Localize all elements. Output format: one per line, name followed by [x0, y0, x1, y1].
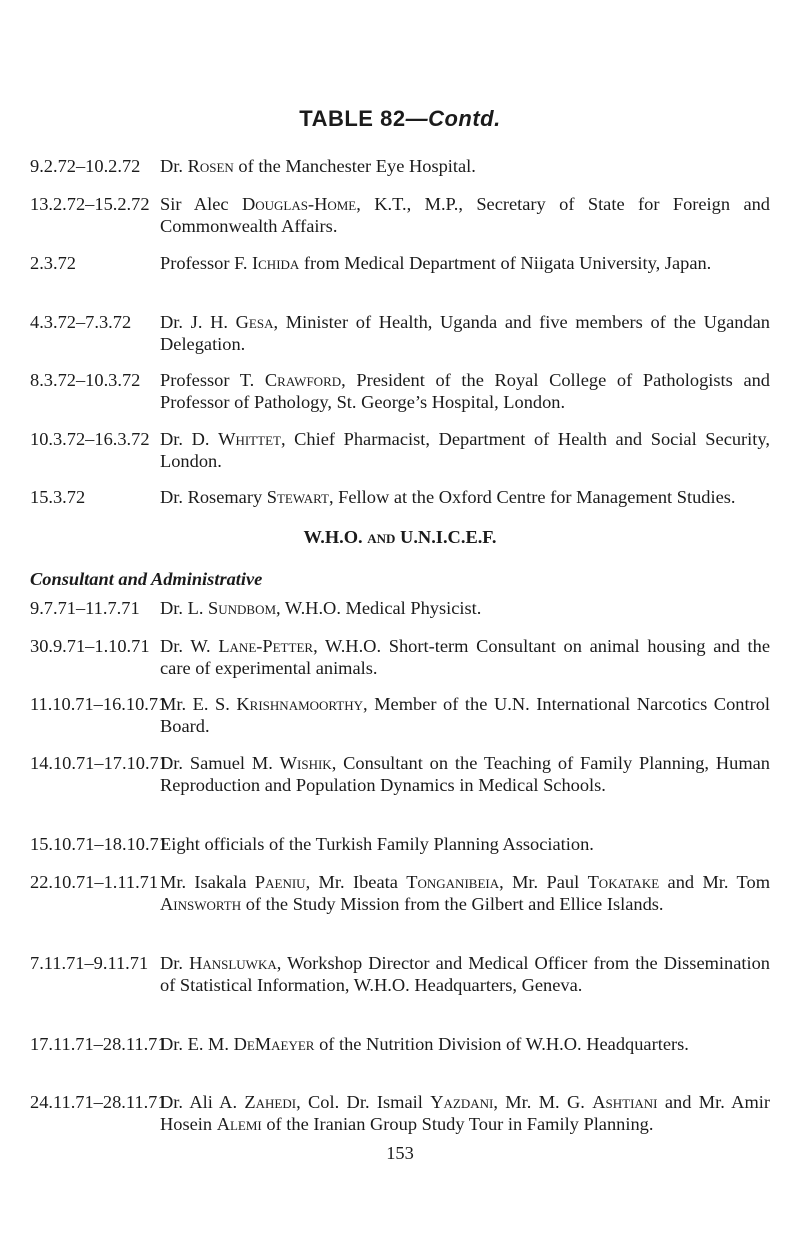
visit-date: 22.10.71–1.11.71	[30, 872, 159, 892]
visit-date: 4.3.72–7.3.72	[30, 312, 132, 332]
visit-description: Dr. Samuel M. Wishik, Consultant on the Teaching of Family Planning, Human Reproduction and Population Dynamics in Medical Schools.	[160, 753, 770, 795]
visit-entry	[30, 486, 770, 508]
visit-entry	[30, 833, 770, 855]
visit-description: Mr. Isakala Paeniu, Mr. Ibeata Tonganibeia, Mr. Paul Tokatake and Mr. Tom Ainsworth of the Study Mission from the Gilbert and Ellice Islands.	[160, 872, 771, 914]
visit-date: 24.11.71–28.11.71	[30, 1092, 167, 1112]
visit-entry	[30, 871, 770, 915]
visit-date: 8.3.72–10.3.72	[30, 370, 141, 390]
visit-date: 15.10.71–18.10.71	[30, 834, 168, 854]
visit-description: Dr. Rosen of the Manchester Eye Hospital.	[160, 156, 476, 176]
visit-description: Dr. L. Sundbom, W.H.O. Medical Physicist.	[160, 598, 482, 618]
visit-date: 9.7.71–11.7.71	[30, 598, 140, 618]
visit-description: Dr. D. Whittet, Chief Pharmacist, Department of Health and Social Security, London.	[160, 429, 771, 471]
visit-description: Eight officials of the Turkish Family Planning Association.	[160, 834, 594, 854]
visit-description: Professor T. Crawford, President of the Royal College of Pathologists and Professor of Pathology, St. George’s Hospital, London.	[160, 370, 770, 412]
visit-date: 17.11.71–28.11.71	[30, 1034, 167, 1054]
visit-date: 7.11.71–9.11.71	[30, 953, 149, 973]
visit-entry	[30, 1033, 770, 1055]
visit-entry	[30, 752, 770, 796]
visit-description: Dr. Ali A. Zahedi, Col. Dr. Ismail Yazdani, Mr. M. G. Ashtiani and Mr. Amir Hosein Alemi of the Iranian Group Study Tour in Family Planning.	[160, 1092, 770, 1134]
visit-date: 15.3.72	[30, 487, 86, 507]
visit-entry	[30, 597, 770, 619]
visit-date: 10.3.72–16.3.72	[30, 429, 150, 449]
visit-entry	[30, 952, 770, 996]
visit-description: Sir Alec Douglas-Home, K.T., M.P., Secretary of State for Foreign and Commonwealth Affairs.	[160, 194, 771, 236]
visit-description: Dr. W. Lane-Petter, W.H.O. Short-term Consultant on animal housing and the care of experimental animals.	[160, 636, 770, 678]
visit-entry	[30, 155, 770, 177]
table-title-contd: —Contd.	[405, 106, 501, 131]
visit-date: 11.10.71–16.10.71	[30, 694, 168, 714]
visit-description: Dr. Rosemary Stewart, Fellow at the Oxford Centre for Management Studies.	[160, 487, 736, 507]
page-number: 153	[386, 1143, 414, 1163]
visit-date: 14.10.71–17.10.71	[30, 753, 168, 773]
visit-date: 30.9.71–1.10.71	[30, 636, 150, 656]
visit-description: Professor F. Ichida from Medical Department of Niigata University, Japan.	[160, 253, 712, 273]
visit-description: Dr. E. M. DeMaeyer of the Nutrition Division of W.H.O. Headquarters.	[160, 1034, 689, 1054]
subheading: Consultant and Administrative	[30, 569, 263, 589]
visit-entry	[30, 693, 770, 737]
visit-entry	[30, 252, 770, 274]
visit-date: 2.3.72	[30, 253, 76, 273]
table-title-main: TABLE 82	[299, 106, 406, 131]
visit-entry	[30, 1091, 770, 1135]
visit-entry	[30, 193, 770, 237]
visit-entry	[30, 369, 770, 413]
visit-date: 13.2.72–15.2.72	[30, 194, 150, 214]
section-heading: W.H.O. and U.N.I.C.E.F.	[303, 527, 497, 547]
visit-date: 9.2.72–10.2.72	[30, 156, 141, 176]
table-title	[0, 106, 800, 132]
visit-entry	[30, 428, 770, 472]
visit-description: Dr. J. H. Gesa, Minister of Health, Uganda and five members of the Ugandan Delegation.	[160, 312, 770, 354]
visit-entry	[30, 311, 770, 355]
visit-description: Dr. Hansluwka, Workshop Director and Medical Officer from the Dissemination of Statistical Information, W.H.O. Headquarters, Geneva.	[160, 953, 770, 995]
visit-entry	[30, 635, 770, 679]
visit-description: Mr. E. S. Krishnamoorthy, Member of the U.N. International Narcotics Control Board.	[160, 694, 771, 736]
